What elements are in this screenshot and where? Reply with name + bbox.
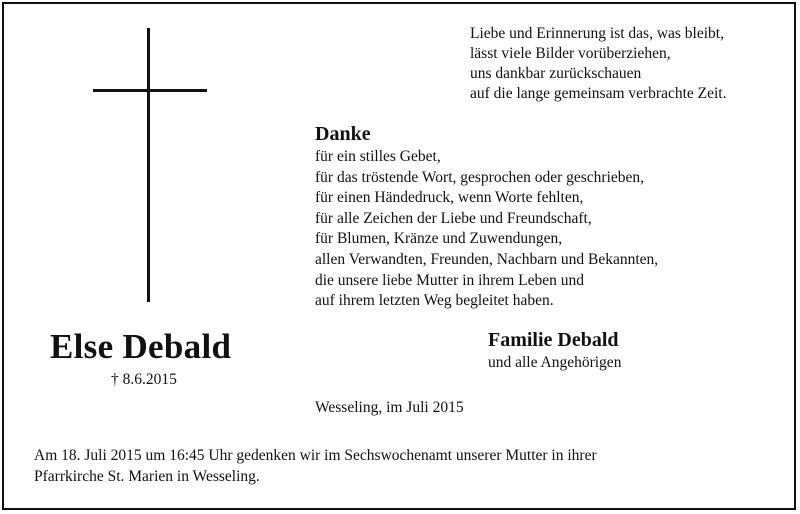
thanks-line: für ein stilles Gebet, bbox=[315, 148, 441, 165]
thanks-line: für alle Zeichen der Liebe und Freundschaft, bbox=[315, 209, 592, 227]
deceased-name: Else Debald bbox=[50, 327, 232, 366]
thanks-title: Danke bbox=[315, 123, 371, 145]
thanks-line: für Blumen, Kränze und Zuwendungen, bbox=[315, 230, 563, 248]
cross-horizontal-bar bbox=[93, 89, 207, 92]
family-signature bbox=[488, 327, 621, 373]
notice-line: Am 18. Juli 2015 um 16:45 Uhr gedenken wir im Sechswochenamt unserer Mutter in ihrer bbox=[34, 447, 597, 464]
poem bbox=[470, 24, 727, 104]
thanks-line: auf ihrem letzten Weg begleitet haben. bbox=[315, 292, 554, 310]
thanks-line: für einen Händedruck, wenn Worte fehlten, bbox=[315, 189, 584, 207]
thanks-line: allen Verwandten, Freunden, Nachbarn und Bekannten, bbox=[315, 250, 659, 268]
thanks-section bbox=[315, 121, 658, 312]
notice-line: Pfarrkirche St. Marien in Wesseling. bbox=[34, 467, 260, 485]
cross-vertical-bar bbox=[147, 28, 150, 302]
thanks-line: die unsere liebe Mutter in ihrem Leben und bbox=[315, 271, 585, 289]
family-name: Familie Debald bbox=[488, 329, 619, 351]
poem-line: Liebe und Erinnerung ist das, was bleibt, bbox=[470, 25, 724, 42]
memorial-notice bbox=[34, 446, 597, 487]
poem-line: uns dankbar zurückschauen bbox=[470, 65, 642, 82]
thanks-line: für das tröstende Wort, gesprochen oder geschrieben, bbox=[315, 168, 645, 186]
death-date: † 8.6.2015 bbox=[111, 371, 177, 388]
poem-line: lässt viele Bilder vorüberziehen, bbox=[470, 45, 671, 62]
poem-line: auf die lange gemeinsam verbrachte Zeit. bbox=[470, 85, 727, 102]
place-date: Wesseling, im Juli 2015 bbox=[315, 399, 464, 416]
family-subtitle: und alle Angehörigen bbox=[488, 354, 622, 371]
